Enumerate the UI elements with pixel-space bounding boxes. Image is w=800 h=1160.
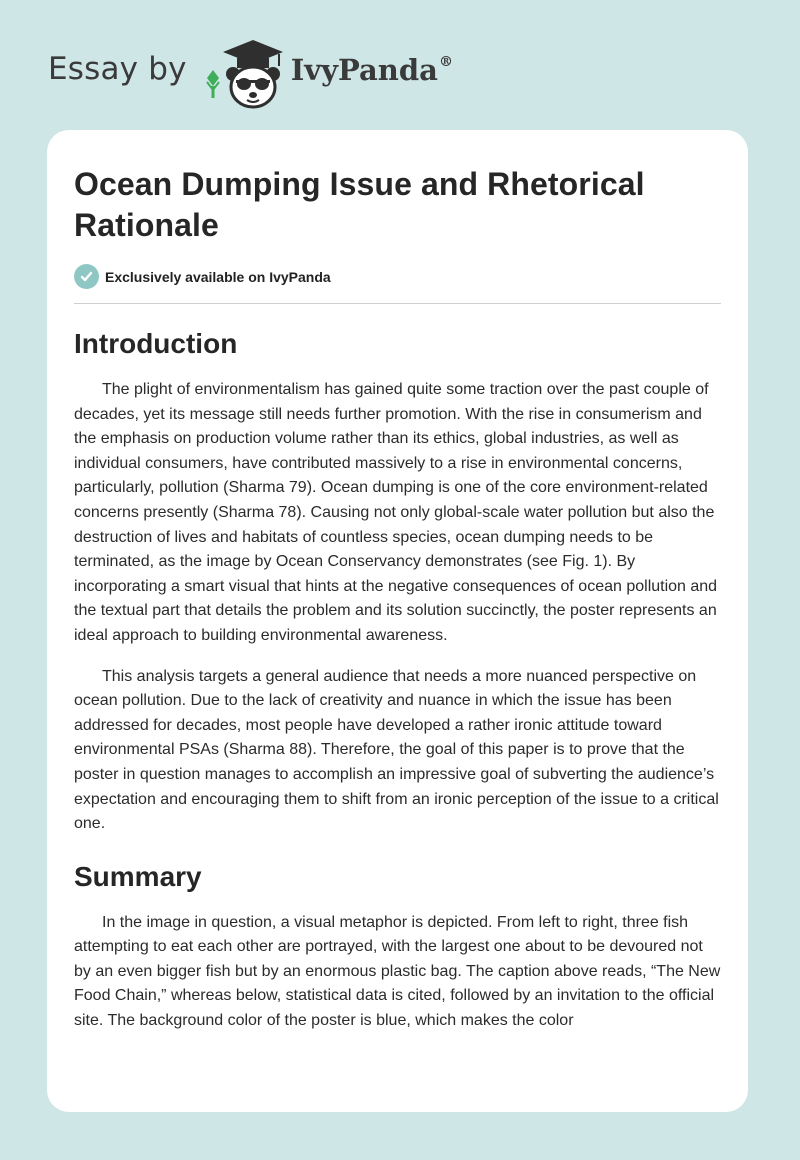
essay-by-label: Essay by (48, 51, 187, 87)
ivy-leaf-icon (207, 70, 219, 98)
brand-name[interactable] (291, 53, 453, 87)
paragraph: The plight of environmentalism has gained quite some traction over the past couple of decades, yet its message still needs further promotion. With the rise in consumerism and the emphasis on production volume rather than its ethics, global industries, as well as individual consumers, have contributed massively to a rise in environmental concerns, particularly, pollution (Sharma 79). Ocean dumping is one of the core environment-related concerns presently (Sharma 78). Causing not only global-scale water pollution but also the destruction of lives and habitats of countless species, ocean dumping needs to be terminated, as the image by Ocean Conservancy demonstrates (see Fig. 1). By incorporating a smart visual that hints at the negative consequences of ocean pollution and the textual part that details the problem and its solution succinctly, the poster represents an ideal approach to building environmental awareness. (74, 381, 718, 644)
check-icon (74, 264, 99, 289)
essay-card (47, 130, 748, 1112)
essay-title: Ocean Dumping Issue and Rhetorical Rationale (74, 166, 645, 243)
paragraph: In the image in question, a visual metaphor is depicted. From left to right, three fish attempting to eat each other are portrayed, with the largest one about to be devoured not by an even bigger fish but by an enormous plastic bag. The caption above reads, “The New Food Chain,” whereas below, statistical data is cited, followed by an invitation to the official site. The background color of the poster is blue, which makes the color (74, 913, 721, 1030)
section-heading-summary: Summary (74, 860, 202, 892)
ivypanda-logo-icon[interactable] (201, 34, 287, 110)
section-heading-introduction: Introduction (74, 328, 238, 359)
brand-text: IvyPanda (290, 53, 438, 87)
registered-mark: ® (438, 54, 453, 70)
paragraph: This analysis targets a general audience that needs a more nuanced perspective on ocean pollution. Due to the lack of creativity and nuance in which the issue has been addressed for decades, most people have developed a rather ironic attitude toward environmental PSAs (Sharma 88). Therefore, the goal of this paper is to prove that the poster in question manages to accomplish an impressive goal of subverting the audience’s expectation and encouraging them to shift from an ironic perception of the issue to a critical one. (74, 667, 719, 833)
site-header (48, 34, 453, 110)
exclusive-label: Exclusively available on IvyPanda (105, 268, 331, 285)
exclusive-badge (74, 264, 721, 304)
